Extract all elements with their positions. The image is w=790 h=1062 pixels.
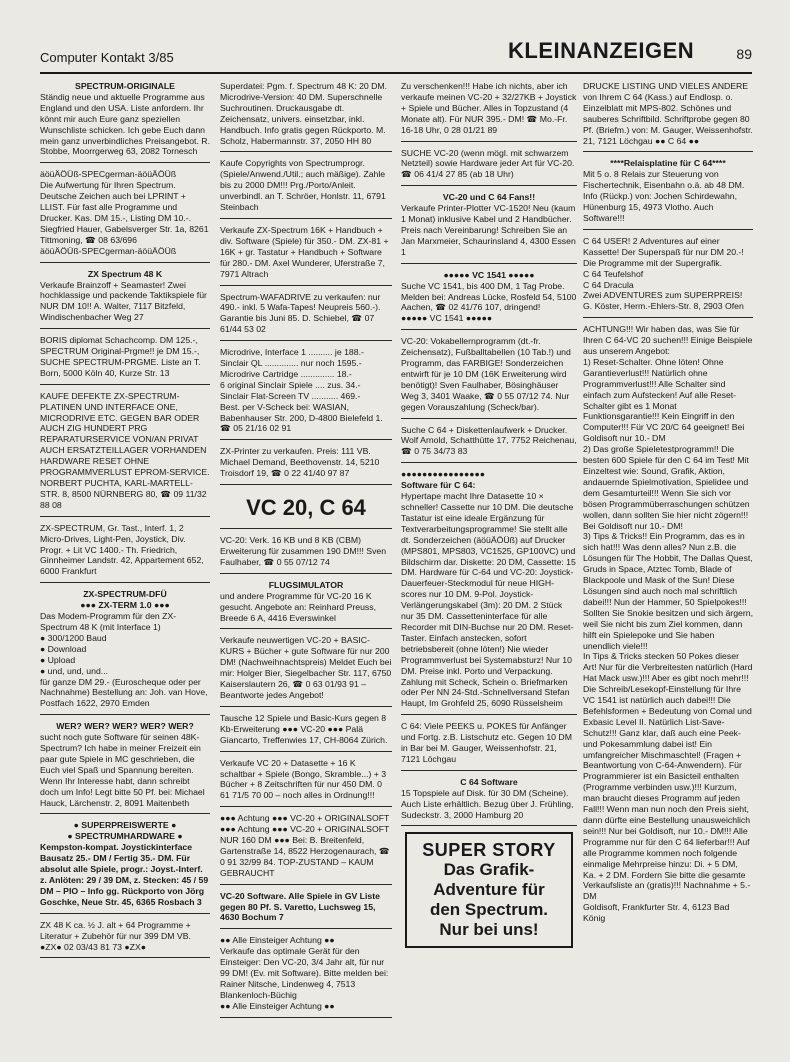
classified-ad	[401, 422, 577, 464]
ad-text: Mit 5 o. 8 Relais zur Steuerung von Fischertechnik, Eisenbahn o.ä. ab 48 DM. Info (Rückp.) von: Jochen Schirdewahn, Hünenburg 15, 4973 Vlotho. Auch Software!!!	[583, 169, 745, 223]
classified-ad	[583, 321, 753, 929]
classified-ad	[220, 888, 392, 930]
classified-ad	[401, 774, 577, 827]
ad-title: FLUGSIMULATOR	[268, 579, 344, 590]
ad-title: C 64 Software	[460, 776, 518, 787]
ad-text: Verkaufe ZX-Spectrum 16K + Handbuch + div. Software (Spiele) für 350.- DM. ZX-81 + 16K + gr. Tastatur + Handbuch + Software für 280.- DM. Axel Wunderer, Uferstraße 7, 7971 Altrach	[220, 224, 389, 279]
ad-text: Suche VC 1541, bis 400 DM, 1 Tag Probe. Melden bei: Andreas Lücke, Rosfeld 54, 5100 Aachen, ☎ 02 41/76 107, dringend! ●●●●● VC 1541 ●●●●●	[401, 280, 577, 324]
classified-ad	[40, 718, 210, 814]
ad-text: ●● Alle Einsteiger Achtung ●● Verkaufe das optimale Gerät für den Einsteiger: Den VC-20, 3/4 Jahr alt, für nur 99 DM! (Ev. mit Software). Bitte melden bei: Rainer Nitsche, Lindenweg 4, 7513 Blankenloch-Büchig ●● Alle Einsteiger Achtung ●●	[220, 935, 389, 1011]
section-title: KLEINANZEIGEN	[508, 38, 695, 63]
ad-text: KAUFE DEFEKTE ZX-SPECTRUM-PLATINEN UND INTERFACE ONE, MICRODRIVE ETC. GEGEN BAR ODER AUCH ZIG HUNDERT PRG REPARATURSERVICE VON/AN PRIVAT AUCH ERSATZTEILLAGER VORHANDEN HARDWARE RESET OHNE PROGRAMMVERLUST EPROM-SERVICE. NORBERT PUCHTA, KARL-MARTELL-STR. 8, 8500 NÜRNBERG 80, ☎ 09 11/32 88 08	[40, 390, 210, 510]
ad-text: ZX-Printer zu verkaufen. Preis: 111 VB. Michael Demand, Beethovenstr. 14, 5210 Troisdorf 19, ☎ 0 22 41/40 97 87	[220, 446, 380, 479]
ad-text: ACHTUNG!!! Wir haben das, was Sie für Ihren C 64-VC 20 suchen!!! Einige Beispiele aus unserem Angebot: 1) Reset-Schalter. Ohne löten! Ohne Garantieverlust!!! Natürlich ohne Programmverlust!!! Alle Schalter sind einfach zum Aufstecken! Auf alle Reset-Schalter gibt es 1 Monat Funktionsgarantie!!! Kein Eingriff in den Computer!!! Für VC 20/C 64 geeignet! Bei Goldisoft nur 10.- DM 2) Das große Spieletestprogramm!! Die besten 600 Spiele für den C 64 im Test! Mit Einzeltest wie: Sound, Grafik, Aktion, andauernde Spielmotivation, Spielidee und dem Gesamturteil!!! Wenn Sie sich vor bösen Programmüberraschungen schützen wollen, dann sollten Sie hier nicht zögern!!! Bei Goldisoft nur 10.- DM! 3) Tips & Tricks!! Ein Programm, das es in sich hat!!! Was denn alles? Nun z.B. die Lösungen für The Hobbit, The Dallas Quest, Gruds in Space, Atztec Tomb, Blade of Blackpoole und Mask of the Sun! Diese Lösungen sind auch noch mal schriftlich dabei!!! Nun der Hammer, 50 Spielpokes!!! Sollten Sie Snokie besitzen und sich ärgern, weil Sie nicht bis zum Ziel kommen, dann hilft ein Spielepoke und Sie haben unendlich viele!!! In Tips & Tricks stecken 50 Pokes dieser Art! Nur für die Verbreitesten natürlich (Hard Hat Mack usw.)!!! Aber es gibt noch mehr!!! Die Schreib/Lesekopf-Einstellung für Ihre VC 1541 ist natürlich auch dabei!!! Die Befehlsformen + Bedeutung von Comal und Exbasic Level II. Natürlich List-Save-Schutz!!! Ganz klar, daß auch eine Peek- und Pokesammlung dabei ist! Ein umfangreicher Mischmaschtel! (Fragen + Beantwortung von C-64-Anwendern). Für Programmierer ist ein Basicteil enthalten (Programme verbinden usw.)!!! Kurzum, man braucht dieses Programm auf jeden Fall!!! Wenn man nun noch den Preis sieht, dann dürfte eine Bestellung unausweichlich sein!!! Nur bei Goldisoft, nur 10.- DM!!! Alle Programme nur für den C 64 lieferbar!!! Auf alle Programme kommen noch folgende einmalige Mehrpreise hinzu: Di. + 5 DM, Ka. + 2 DM. Fordern Sie bitte die gesamte Verkaufsliste an (gratis)!!! Nachnahme + 5.- DM Goldisoft, Frankfurter Str. 4, 6123 Bad König	[583, 324, 753, 924]
classified-ad	[583, 155, 753, 229]
classified-ad	[220, 443, 392, 485]
classified-ad	[40, 166, 210, 262]
ad-text: C 64 USER! 2 Adventures auf einer Kassette! Der Superspaß für nur DM 20.-! Die Programme mit der Supergrafik. C 64 Teufelshof C 64 Dracula Zwei ADVENTURES zum SUPERPREIS! G. Köster, Herm.-Ehlers-Str. 8, 2903 Ofen	[583, 235, 744, 312]
ad-text: Kempston-kompat. Joystickinterface Bausatz 25.- DM / Fertig 35.- DM. Für absolut alle Spiele, progr.: Joyst.-Interf. z. Anlöten: 29 / 39 DM, z. Stecken: 45 / 59 DM – PIO – Info gg. Rückporto von Jörg Goschke, Neue Str. 45, 6365 Rosbach 3	[40, 842, 209, 907]
ad-text: Superdatei: Pgm. f. Spectrum 48 K: 20 DM. Microdrive-Version: 40 DM. Superschnelle Suchroutinen. Druckausgabe dt. Zeichensatz, univers. einsetzbar, inkl. Handbuch. Info gratis gegen Rückporto. M. Scholz, Habermannstr. 37, 2050 HH 80	[220, 81, 388, 146]
ad-text: SUCHE VC-20 (wenn mögl. mit schwarzem Netzteil) sowie Hardware jeder Art für VC-20. ☎ 06 41/4 27 85 (ab 18 Uhr)	[401, 147, 575, 180]
classified-ad	[401, 333, 577, 418]
classified-ad	[40, 817, 210, 913]
ad-title: ● SUPERPREISWERTE ● ● SPECTRUMHARDWARE ●	[67, 820, 183, 842]
ad-text: VC-20: Verk. 16 KB und 8 KB (CBM) Erweiterung für zusammen 190 DM!!! Sven Faulhaber, ☎ 0 55 07/12 74	[220, 535, 387, 567]
magazine-issue: Computer Kontakt 3/85	[40, 50, 174, 65]
column-1	[40, 78, 210, 1046]
classified-ad	[220, 155, 392, 219]
ad-text: C 64: Viele PEEKS u. POKES für Anfänger und Fortg. z.B. Listschutz etc. Gegen 10 DM in Bar bei M. Gauger, Weissenhofstr. 21, 7121 Löchgau	[401, 721, 572, 764]
ad-text: Zu verschenken!!! Habe ich nichts, aber ich verkaufe meinen VC-20 + 32/27KB + Joystick + Spiele und Bücher. Alles in Topzustand (4 Monate alt). Für NUR 395.- DM! ☎ Mo.-Fr. 16-18 Uhr, 0 28 01/21 89	[401, 81, 577, 135]
ad-text: VC-20: Vokabellernprogramm (dt.-fr. Zeichensatz), Fußballtabellen (10 Tab.!) und Programm, das FARBIGE! Sonderzeichen entwirft für je 10 DM (16K Erweiterung wird benötigt)! Sven Faulhaber, Bösinghäuser Weg 3, 3401 Waake, ☎ 0 55 07/12 74. Nur gegen Vorauszahlung (Scheck/bar).	[401, 336, 571, 412]
ad-title: ●●●●● VC 1541 ●●●●●	[443, 269, 535, 280]
ad-text: Kaufe Copyrights von Spectrumprogr. (Spiele/Anwend./Util.; auch mäßige). Zahle bis zu 2000 DM!!! Prg./Porto/Anleit. unverbindl. an T. Schröer, Honlstr. 11, 6791 Steinbach	[220, 158, 386, 213]
page-number: 89	[736, 46, 752, 62]
ad-text: Das Modem-Programm für den ZX-Spectrum 48 K (mit Interface 1) ● 300/1200 Baud ● Download ● Upload ● und, und, und... für ganze DM 29.- (Euroscheque oder per Nachnahme) Bestellung an: Joh. van Hove, Postfach 1622, 2970 Emden	[40, 611, 208, 709]
super-story-box	[405, 832, 573, 948]
classified-ad	[40, 332, 210, 385]
classified-ad	[220, 577, 392, 630]
ad-title: ZX Spectrum 48 K	[87, 268, 163, 279]
ad-text: ZX 48 K ca. ½ J. alt + 64 Programme + Literatur + Zubehör für nur 399 DM VB. ●ZX● 02 03/43 81 73 ●ZX●	[40, 919, 191, 952]
classified-ad	[220, 810, 392, 884]
classified-ad	[583, 233, 753, 318]
ad-title: SPECTRUM-ORIGINALE	[75, 81, 175, 91]
classified-ad	[401, 78, 577, 142]
ad-text: sucht noch gute Software für seinen 48K-Spectrum? Ich habe in meiner Freizeit ein paar gute Spiele in MC geschrieben, die Euch viel Spaß und Spannung bereiten. Wenn Ihr Interesse habt, dann schreibt doch um Info! Legt bitte 50 Pf. bei: Michael Hauck, Lärchenstr. 2, 8091 Maitenbeth	[40, 732, 205, 808]
ad-text: und andere Programme für VC-20 16 K gesucht. Angebote an: Reinhard Preuss, Breede 6 A, 4416 Everswinkel	[220, 590, 376, 623]
classified-ad	[220, 289, 392, 342]
column-3	[401, 78, 577, 1046]
classified-ad	[40, 586, 210, 715]
ad-text: Spectrum-WAFADRIVE zu verkaufen: nur 490.- inkl. 5 Wafa-Tapes! Neupreis 560.-). Garantie bis Juni 85. D. Schiebel, ☎ 07 61/44 53 02	[220, 291, 381, 335]
ad-text: Verkaufe VC 20 + Datasette + 16 K schaltbar + Spiele (Bongo, Skramble...) + 3 Bücher + 8 Zeitschriften für nur 450 DM. 0 61 71/5 70 00 – noch alles in Ordnung!!!	[220, 757, 387, 801]
ad-text: Suche C 64 + Diskettenlaufwerk + Drucker. Wolf Arnold, Schatthütte 17, 7752 Reichenau, ☎ 0 75 34/73 83	[401, 424, 577, 457]
classified-ad	[220, 222, 392, 286]
classified-ad	[40, 78, 210, 163]
classified-ad	[401, 718, 577, 771]
ad-title: ZX-SPECTRUM-DFÜ ●●● ZX-TERM 1.0 ●●●	[80, 589, 170, 611]
section-heading: VC 20, C 64	[220, 488, 392, 529]
classified-ad	[401, 267, 577, 331]
classified-ad	[220, 755, 392, 808]
classified-ad	[40, 520, 210, 584]
classified-ad	[401, 466, 577, 715]
ad-text: BORIS diplomat Schachcomp. DM 125.-, SPECTRUM Original-Prgme!! je DM 15.-, SUCHE SPECTRUM-PRGME. Liste an T. Born, 5000 Köln 40, Kurze Str. 13	[40, 335, 201, 378]
ad-text: 15 Topspiele auf Disk. für 30 DM (Scheine). Auch Liste erhältlich. Bezug über J. Frühling, Sudeckstr. 3, 2000 Hamburg 20	[401, 787, 574, 820]
classified-ad	[220, 632, 392, 706]
column-4	[583, 78, 753, 1046]
ad-text: Ständig neue und aktuelle Programme aus England und den USA. Liste anfordern. Ihr könnt mir auch Eure ganz speziellen Wunschliste schicken. Ich gebe Euch dann mein ganz unverbindliches Preisangebot. R. Stobbe, Moorrgerweg 63, 2082 Tornesch	[40, 91, 210, 157]
ad-text: Verkaufe Brainzoff + Seamaster! Zwei hochklassige und packende Taktikspiele für NUR DM 10!! A. Walter, 7117 Bitzfeld, Windischenbacher Weg 27	[40, 279, 207, 323]
classified-ad	[583, 78, 753, 152]
ad-text: DRUCKE LISTING UND VIELES ANDERE von Ihrem C 64 (Kass.) auf Endlosp. o. Einzelblatt mit MPS-802. Schönes und sauberes Schriftbild. Schriftprobe gegen 80 Pf. (Briefm.) von: M. Gauger, Weissenhofstr. 21, 7121 Löchgau ●● C 64 ●●	[583, 81, 753, 146]
ad-text: Microdrive, Interface 1 .......... je 188.- Sinclair QL .............. nur noch 1595.- Microdrive Cartridge .............. 18.- 6 original Sinclair Spiele .... zus. 34.- Sinclair Flat-Screen TV ........... 469.- Best. per V-Scheck bei: WASIAN, Babenhauser Str. 200, D-4800 Bielefeld 1. ☎ 05 21/16 02 91	[220, 347, 383, 434]
ad-text: ZX-SPECTRUM, Gr. Tast., Interf. 1, 2 Micro-Drives, Light-Pen, Joystick, Div. Progr. + Lit VC 1400.- Th. Friedrich, Ginnheimer Landstr. 42, Appartement 652, 6000 Frankfurt	[40, 522, 204, 577]
ad-text: ●●● Achtung ●●● VC-20 + ORIGINALSOFT ●●● Achtung ●●● VC-20 + ORIGINALSOFT NUR 160 DM ●●● Bei: B. Breitenfeld, Gartenstraße 14, 8522 Herzogenaurach, ☎ 0 91 32/99 84. TOP-ZUSTAND – KAUM GEBRAUCHT	[220, 813, 390, 878]
ad-text: äöüÄÖÜß-SPECgerman-äöüÄÖÜß Die Aufwertung für Ihren Spectrum. Deutsche Zeichen auch bei LPRINT + LLIST. Für fast alle Programme und Drucker. Kas. DM 15.-, Listing DM 10.-. Siegfried Hauer, Gabelsverger Str. 1a, 8261 Tittmoning, ☎ 08 63/696 äöüÄÖÜß-SPECgerman-äöüÄÖÜß	[40, 169, 209, 256]
classified-ad	[220, 532, 392, 574]
ad-title: WER? WER? WER? WER? WER?	[56, 721, 194, 732]
box-text: Das Grafik- Adventure für den Spectrum. Nur bei uns!	[429, 860, 549, 940]
ad-text: Verkaufe Printer-Plotter VC-1520! Neu (kaum 1 Monat) inklusive Kabel und 2 Handbücher. Preis nach Vereinbarung! Schreiben Sie an Jan Marxmeier, Schaurinsland 4, 4300 Essen 1	[401, 203, 576, 257]
classified-ad	[220, 78, 392, 152]
ad-text: VC-20 Software. Alle Spiele in GV Liste gegen 80 Pf. S. Varetto, Luchsweg 15, 4630 Bochum 7	[220, 890, 380, 923]
ad-title: ****Relaisplatine für C 64****	[610, 158, 726, 169]
ad-text: Tausche 12 Spiele und Basic-Kurs gegen 8 Kb-Erweiterung ●●● VC-20 ●●● Palä Giancarto, Treffenwies 17, CH-8064 Zürich.	[220, 712, 388, 745]
classified-ad	[40, 388, 210, 517]
classified-ad	[401, 189, 577, 263]
classified-ad	[40, 917, 210, 959]
classified-ad	[401, 145, 577, 187]
box-headline: SUPER STORY	[422, 840, 556, 861]
ad-text: Hypertape macht Ihre Datasette 10 × schneller! Cassette nur 10 DM. Die deutsche Tastatur ist eine ideale Ergänzung für Textverarbeitungsprogramme! Sie stellt alle dt. Sonderzeichen (äöüÄÖÜß) auf Drucker (MPS801, MPS803, VC1525, GP100VC) und Bildschirm dar. Diskette: 20 DM, Cassette: 15 DM. Hardware für C-64 und VC-20: Joystick-Dauerfeuer-Steckmodul für neue HIGH-scores nur 10 DM. 9-Pol. Joystick-Verlängerungskabel (3m): 20 DM. 2 Stück nur 35 DM. Cassetteninterface für alle Recorder mit DIN-Buchse nur 20 DM. Reset-Taster. Einfach anstecken, sofort betriebsbereit (ohne löten!) Nie wieder Programmverlust bei Systemabsturz! Nur 10 DM. Preise inkl. Porto und Verpackung. Zahlung mit Scheck, Schein o. Briefmarken oder Per NN 24-Std.-Schnellversand Stefan Haupt, Im Grohfeld 25, 6090 Rüsselsheim	[401, 491, 576, 709]
classified-ad	[40, 266, 210, 330]
column-2	[220, 78, 392, 1046]
ad-title: VC-20 und C 64 Fans!!	[442, 192, 536, 203]
classified-ad	[220, 710, 392, 752]
page-header	[40, 36, 752, 74]
classified-ad	[220, 932, 392, 1017]
ad-text: Verkaufe neuwertigen VC-20 + BASIC-KURS + Bücher + gute Software für nur 200 DM! (Nachweihnachtspreis) Meldet Euch bei mir: Holger Bier, Siegelbacher Str. 117, 6750 Kaiserslautern 26, ☎ 0 63 01/93 91 – Beantworte jedes Angebot!	[220, 635, 392, 700]
classified-ad	[220, 344, 392, 440]
ad-title: ●●●●●●●●●●●●●●●● Software für C 64:	[401, 469, 485, 491]
